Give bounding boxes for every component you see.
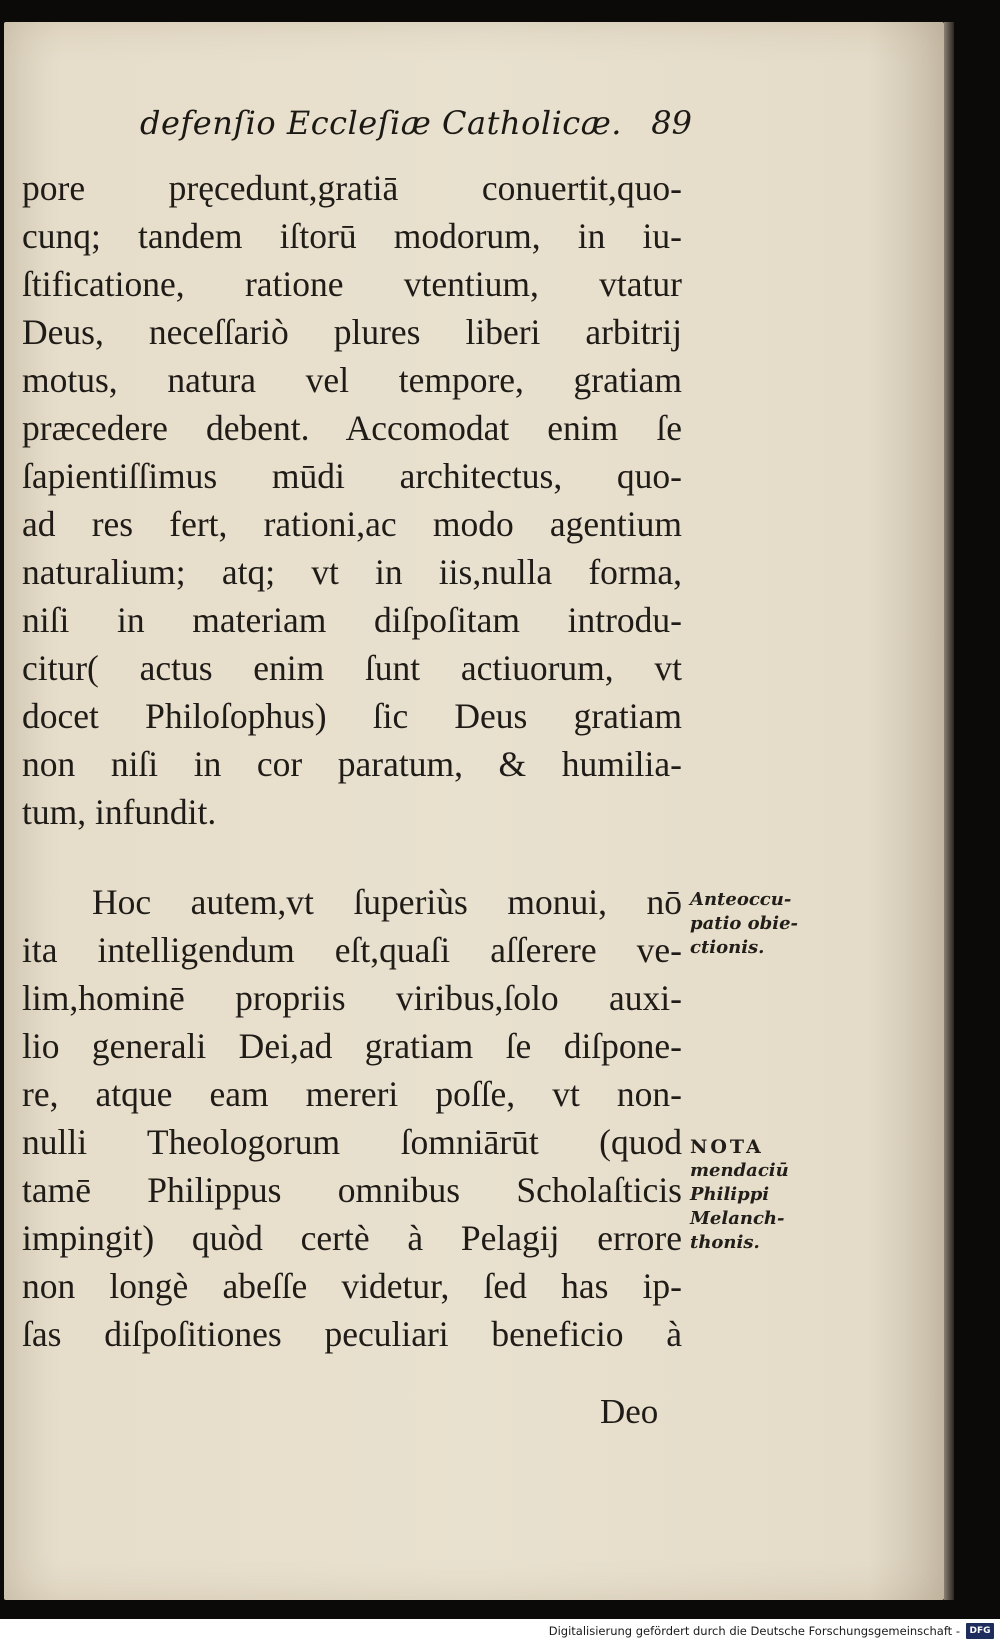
text-line: tamē Philippus omnibus Scholaſticis bbox=[22, 1170, 682, 1210]
text-line: ita intelligendum eſt,quaſi aſſerere ve- bbox=[22, 930, 682, 970]
digitization-footer bbox=[0, 1619, 1000, 1645]
text-line: tum, infundit. bbox=[22, 792, 217, 832]
margin-note-line: Melanch- bbox=[690, 1208, 785, 1229]
paragraph-1 bbox=[22, 164, 682, 836]
page-edge-shadow bbox=[944, 22, 954, 1600]
margin-note-line: Anteoccu- bbox=[690, 889, 792, 910]
margin-note-line: Philippi bbox=[690, 1184, 770, 1205]
text-line: nulli Theologorum ſomniārūt (quod bbox=[22, 1122, 682, 1162]
text-line: docet Philoſophus) ſic Deus gratiam bbox=[22, 696, 682, 736]
text-line: niſi in materiam diſpoſitam introdu- bbox=[22, 600, 682, 640]
text-line: lim,hominē propriis viribus,ſolo auxi- bbox=[22, 978, 682, 1018]
text-line: Hoc autem,vt ſuperiùs monui, nō bbox=[92, 882, 682, 922]
text-line: Deus, neceſſariò plures liberi arbitrij bbox=[22, 312, 682, 352]
text-line: cunq; tandem iſtorū modorum, in iu- bbox=[22, 216, 682, 256]
text-line: lio generali Dei,ad gratiam ſe diſpone- bbox=[22, 1026, 682, 1066]
text-line: re, atque eam mereri poſſe, vt non- bbox=[22, 1074, 682, 1114]
funding-credit: Digitalisierung gefördert durch die Deutsche Forschungsgemeinschaft - bbox=[548, 1624, 960, 1638]
text-line: motus, natura vel tempore, gratiam bbox=[22, 360, 682, 400]
text-line: ad res fert, rationi,ac modo agentium bbox=[22, 504, 682, 544]
margin-note-line: patio obie- bbox=[690, 913, 799, 934]
margin-note-line: thonis. bbox=[690, 1232, 760, 1253]
text-line: citur( actus enim ſunt actiuorum, vt bbox=[22, 648, 682, 688]
text-line: impingit) quòd certè à Pelagij errore bbox=[22, 1218, 682, 1258]
running-head-title: defenſio Eccleſiæ Catholicæ. bbox=[140, 104, 622, 142]
margin-note-line: ctionis. bbox=[690, 937, 765, 958]
margin-note-nota bbox=[690, 1135, 820, 1255]
text-line: non longè abeſſe videtur, ſed has ip- bbox=[22, 1266, 682, 1306]
text-line: præcedere debent. Accomodat enim ſe bbox=[22, 408, 682, 448]
text-line: ſapientiſſimus mūdi architectus, quo- bbox=[22, 456, 682, 496]
margin-note-line: NOTA bbox=[690, 1136, 764, 1158]
page-number: 89 bbox=[651, 104, 692, 142]
margin-note-line: mendaciū bbox=[690, 1160, 789, 1181]
text-line: naturalium; atq; vt in iis,nulla forma, bbox=[22, 552, 682, 592]
paragraph-2 bbox=[22, 878, 682, 1358]
text-line: pore pręcedunt,gratiā conuertit,quo- bbox=[22, 168, 682, 208]
catchword: Deo bbox=[600, 1392, 659, 1431]
running-head bbox=[140, 104, 700, 154]
margin-note-anteoccupatio bbox=[690, 888, 820, 960]
text-line: non niſi in cor paratum, & humilia- bbox=[22, 744, 682, 784]
text-line: ſas diſpoſitiones peculiari beneficio à bbox=[22, 1314, 682, 1354]
dfg-logo-icon: DFG bbox=[966, 1623, 994, 1639]
text-line: ſtificatione, ratione vtentium, vtatur bbox=[22, 264, 682, 304]
